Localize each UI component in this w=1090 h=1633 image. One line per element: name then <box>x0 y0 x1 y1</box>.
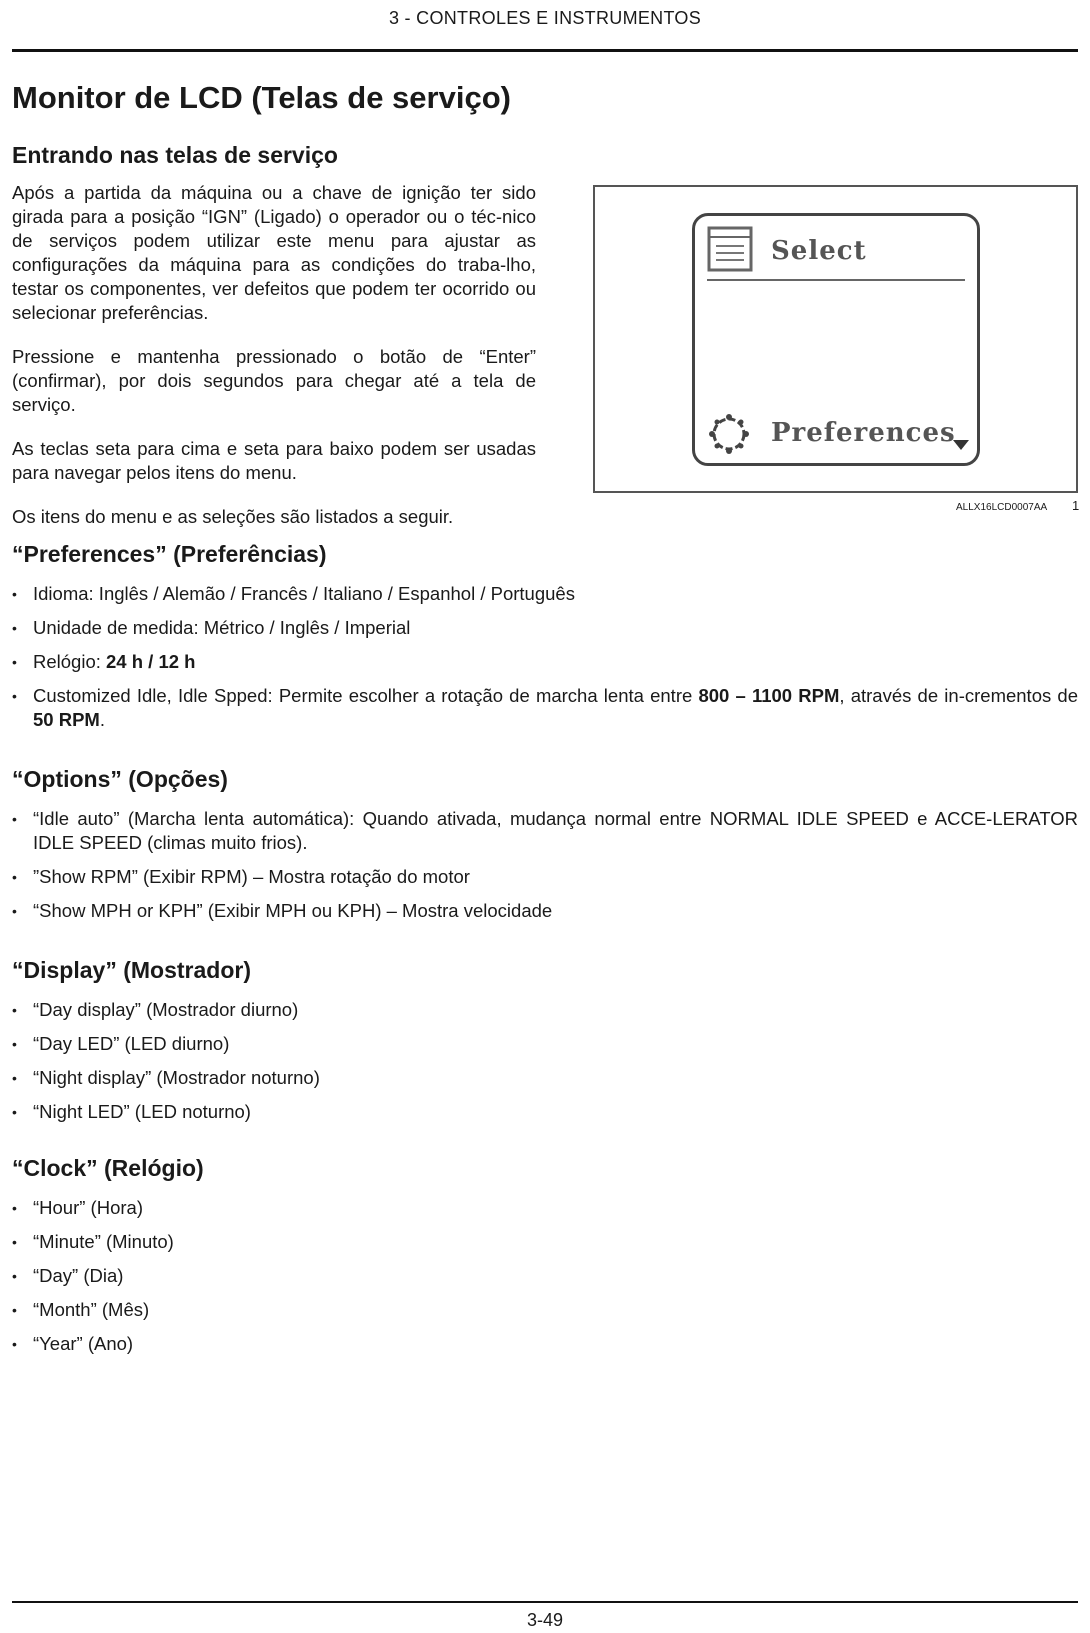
idle-step: 50 RPM <box>33 709 100 730</box>
list-item: • “Day display” (Mostrador diurno) <box>12 998 1078 1022</box>
figure-caption: ALLX16LCD0007AA <box>956 502 1048 513</box>
list-item: • “Year” (Ano) <box>12 1332 1078 1356</box>
arrow-down-icon <box>953 440 969 450</box>
idle-text-c: . <box>99 709 105 730</box>
options-list <box>12 807 1078 923</box>
display-list <box>12 998 1078 1124</box>
list-item: • Unidade de medida: Métrico / Inglês / Imperial <box>12 616 1078 640</box>
intro-paragraph-4: Os itens do menu e as seleções são listados a seguir. <box>12 506 454 527</box>
idle-range: 800 – 1100 RPM <box>698 685 840 706</box>
clock-list <box>12 1196 1078 1356</box>
page-title: Monitor de LCD (Telas de serviço) <box>12 80 511 115</box>
list-item: • “Night display” (Mostrador noturno) <box>12 1066 1078 1090</box>
list-item: • “Month” (Mês) <box>12 1298 1078 1322</box>
list-item <box>12 650 1078 674</box>
page-number: 3-49 <box>526 1610 564 1630</box>
preferences-heading: “Preferences” (Preferências) <box>12 541 327 567</box>
relogio-value: 24 h / 12 h <box>106 651 196 672</box>
header-rule <box>12 49 1078 52</box>
idle-text-a: Customized Idle, Idle Spped: Permite escolher a rotação de marcha lenta entre <box>33 685 699 706</box>
figure-number: 1 <box>1072 498 1080 513</box>
list-item: • “Day LED” (LED diurno) <box>12 1032 1078 1056</box>
intro-paragraph-3: As teclas seta para cima e seta para baixo podem ser usadas para navegar pelos itens do menu. <box>12 438 536 483</box>
intro-paragraph-2: Pressione e mantenha pressionado o botão de “Enter” (confirmar), por dois segundos para chegar até a tela de serviço. <box>12 346 536 415</box>
list-icon <box>707 226 753 272</box>
list-item: • “Idle auto” (Marcha lenta automática): Quando ativada, mudança normal entre NORMAL IDLE SPEED e ACCE-LERATOR IDLE SPEED (climas muito frios). <box>12 807 1078 855</box>
list-item: • “Hour” (Hora) <box>12 1196 1078 1220</box>
intro-paragraph-1: Após a partida da máquina ou a chave de ignição ter sido girada para a posição “IGN” (Ligado) o operador ou o téc-nico de serviços podem utilizar este menu para ajustar as configurações da máquina para as condições do traba-lho, testar os componentes, ver defeitos que podem ter ocorrido ou selecionar preferências. <box>12 182 536 323</box>
options-heading: “Options” (Opções) <box>12 766 228 792</box>
lcd-screen <box>692 213 980 466</box>
list-item <box>12 684 1078 732</box>
section-subtitle: Entrando nas telas de serviço <box>12 142 338 168</box>
list-item: • Idioma: Inglês / Alemão / Francês / Italiano / Espanhol / Português <box>12 582 1078 606</box>
clock-section <box>12 1155 1078 1366</box>
preferences-list <box>12 582 1078 732</box>
intro-text <box>12 181 536 549</box>
list-item: • “Minute” (Minuto) <box>12 1230 1078 1254</box>
select-label: Select <box>771 236 867 266</box>
lcd-figure <box>593 185 1078 493</box>
list-item: • “Night LED” (LED noturno) <box>12 1100 1078 1124</box>
preferences-section <box>12 541 1078 742</box>
clock-heading: “Clock” (Relógio) <box>12 1155 204 1181</box>
footer-rule <box>12 1601 1078 1603</box>
gear-icon <box>707 412 751 456</box>
options-section <box>12 766 1078 933</box>
list-item: • ”Show RPM” (Exibir RPM) – Mostra rotação do motor <box>12 865 1078 889</box>
chapter-header: 3 - CONTROLES E INSTRUMENTOS <box>388 8 702 28</box>
idle-text-b: , através de in-crementos de <box>839 685 1078 706</box>
list-item: • “Day” (Dia) <box>12 1264 1078 1288</box>
display-section <box>12 957 1078 1134</box>
display-heading: “Display” (Mostrador) <box>12 957 251 983</box>
relogio-label: Relógio: <box>33 651 107 672</box>
list-item: • “Show MPH or KPH” (Exibir MPH ou KPH) – Mostra velocidade <box>12 899 1078 923</box>
preferences-label: Preferences <box>771 418 956 448</box>
screen-divider <box>707 279 965 281</box>
